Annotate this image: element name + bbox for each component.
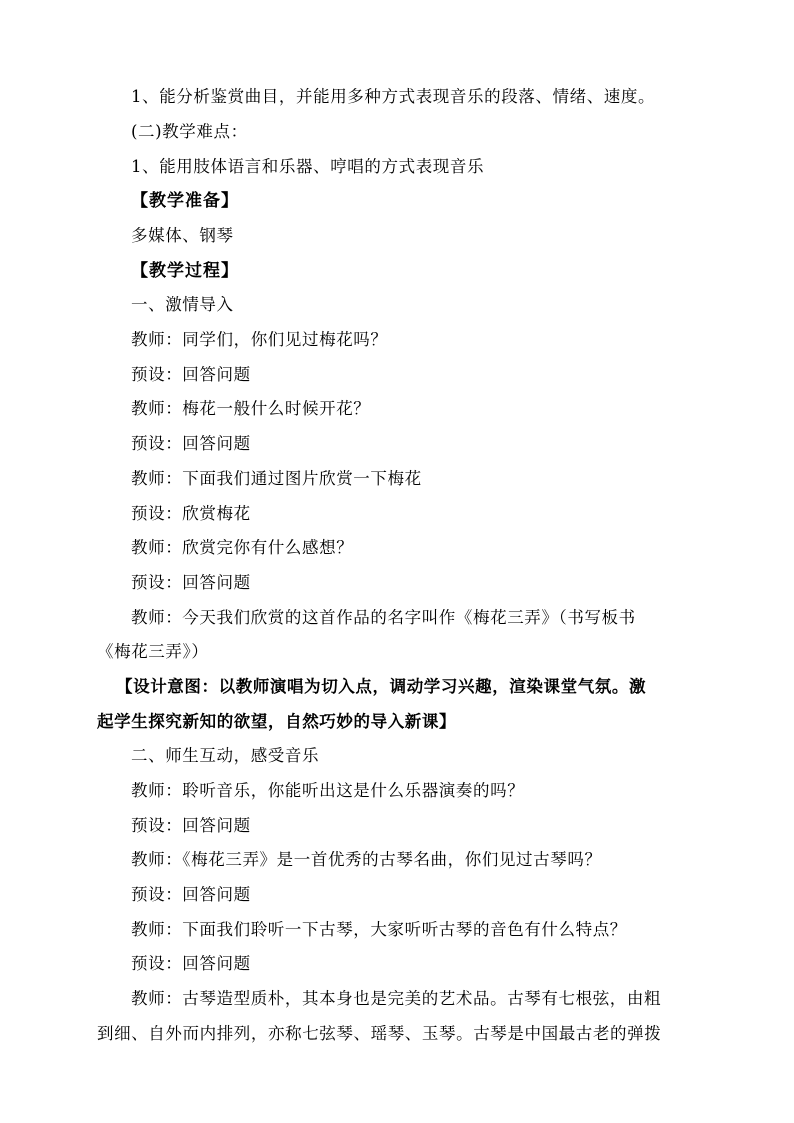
dialogue-line: 《梅花三弄》） xyxy=(97,642,209,661)
dialogue-line: 教师：欣赏完你有什么感想？ xyxy=(131,538,354,557)
dialogue-line: 教师：梅花一般什么时候开花？ xyxy=(131,399,371,418)
paragraph-line: 教师：古琴造型质朴，其本身也是完美的艺术品。古琴有七根弦，由粗 xyxy=(131,989,662,1008)
section-subheading-difficulty: (二)教学难点： xyxy=(131,122,248,141)
dialogue-line: 教师：下面我们聆听一下古琴，大家听听古琴的音色有什么特点？ xyxy=(131,920,627,939)
dialogue-line: 预设：回答问题 xyxy=(131,573,251,592)
heading-teaching-process: 【教学过程】 xyxy=(131,261,239,281)
dialogue-line: 预设：回答问题 xyxy=(131,954,251,973)
design-intent-line: 【设计意图：以教师演唱为切入点，调动学习兴趣，渲染课堂气氛。激 xyxy=(116,677,647,696)
dialogue-line: 教师：《梅花三弄》是一首优秀的古琴名曲，你们见过古琴吗？ xyxy=(131,850,602,869)
text-line-difficulty: 1、能用肢体语言和乐器、哼唱的方式表现音乐 xyxy=(131,157,485,176)
dialogue-line: 预设：回答问题 xyxy=(131,816,251,835)
section-heading-introduction: 一、激情导入 xyxy=(131,295,234,314)
dialogue-line: 教师：下面我们通过图片欣赏一下梅花 xyxy=(131,469,422,488)
text-line-materials: 多媒体、钢琴 xyxy=(131,226,234,245)
dialogue-line: 预设：欣赏梅花 xyxy=(131,504,251,523)
heading-teaching-preparation: 【教学准备】 xyxy=(131,191,239,211)
dialogue-line: 教师：同学们，你们见过梅花吗？ xyxy=(131,330,388,349)
dialogue-line: 教师：今天我们欣赏的这首作品的名字叫作《梅花三弄》（书写板书 xyxy=(131,608,636,627)
dialogue-line: 预设：回答问题 xyxy=(131,434,251,453)
dialogue-line: 预设：回答问题 xyxy=(131,885,251,904)
dialogue-line: 预设：回答问题 xyxy=(131,365,251,384)
paragraph-line: 到细、自外而内排列，亦称七弦琴、瑶琴、玉琴。古琴是中国最古老的弹拨 xyxy=(97,1024,662,1043)
section-heading-interaction: 二、师生互动，感受音乐 xyxy=(131,746,320,765)
dialogue-line: 教师：聆听音乐，你能听出这是什么乐器演奏的吗？ xyxy=(131,781,525,800)
text-line-objective: 1、能分析鉴赏曲目，并能用多种方式表现音乐的段落、情绪、速度。 xyxy=(131,87,656,106)
design-intent-line: 起学生探究新知的欲望，自然巧妙的导入新课】 xyxy=(97,712,457,731)
